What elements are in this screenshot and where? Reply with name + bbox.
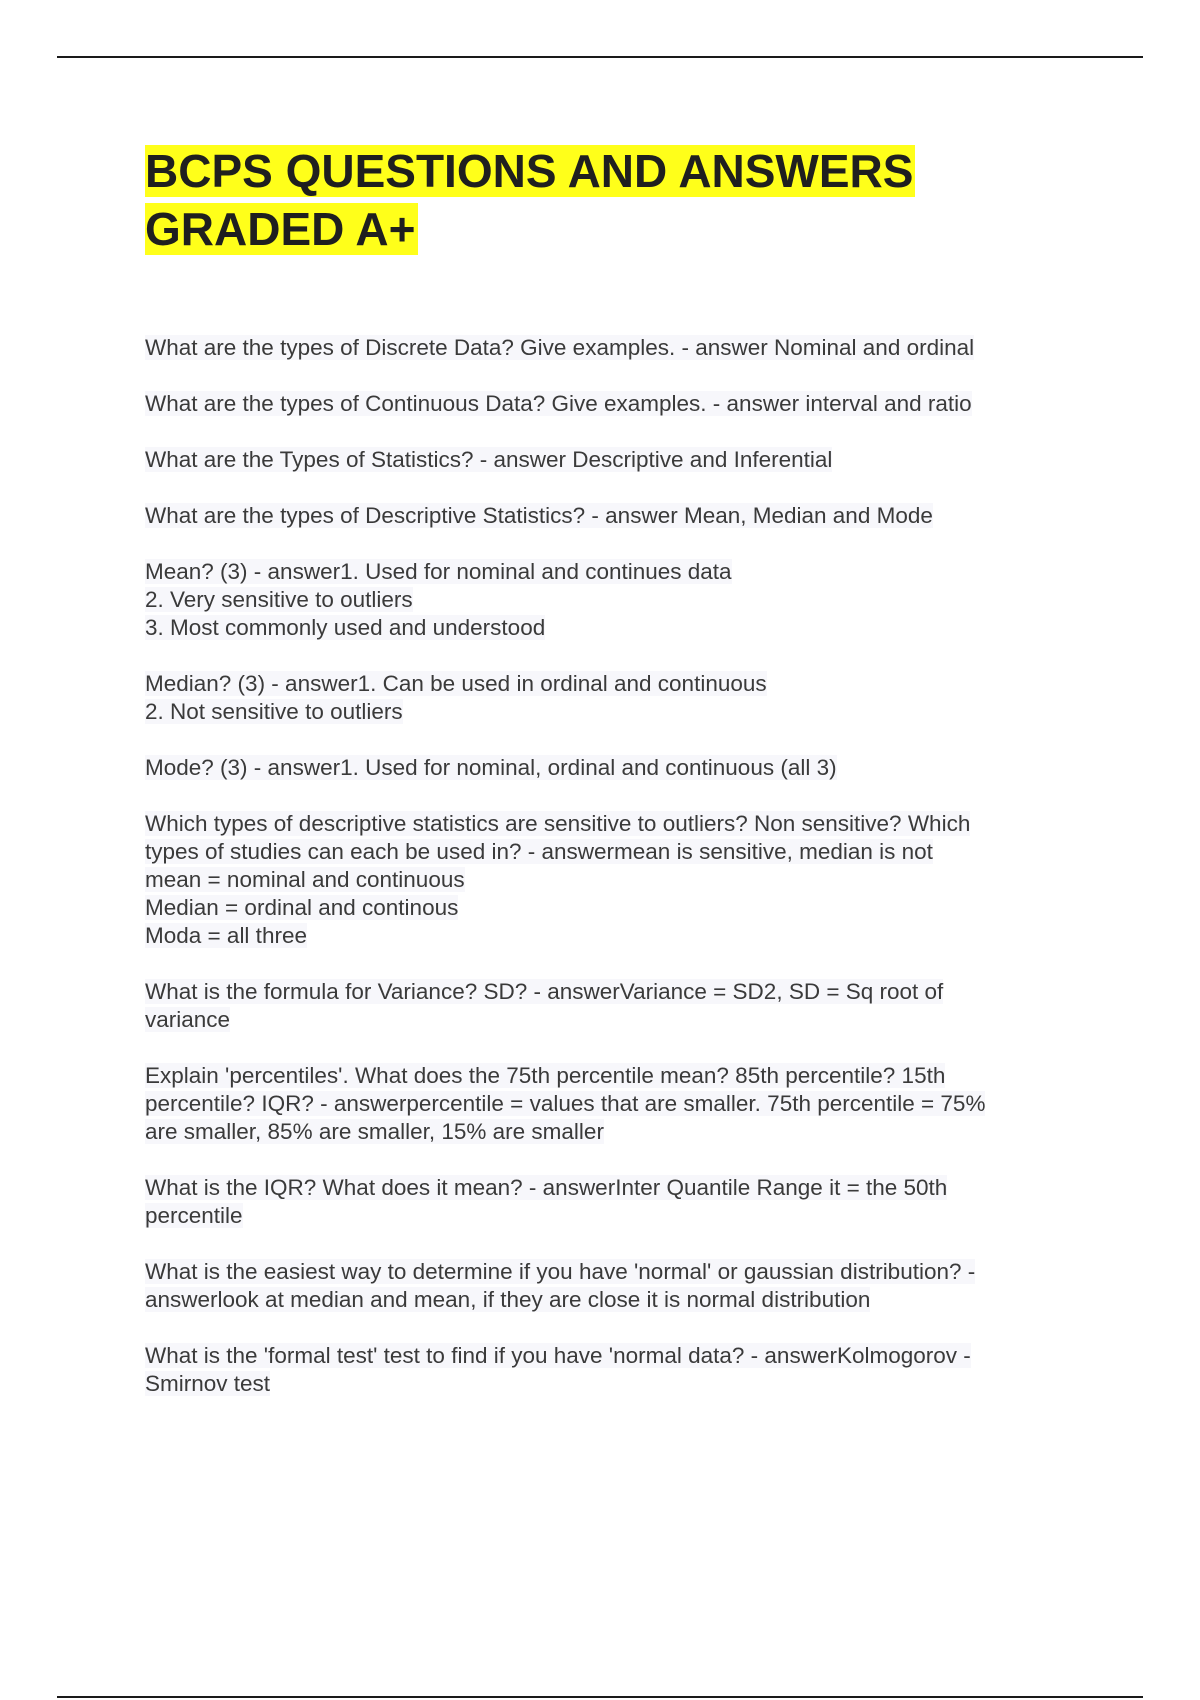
qa-line-text: mean = nominal and continuous [145, 867, 465, 892]
qa-line-text: What is the formula for Variance? SD? - answerVariance = SD2, SD = Sq root of [145, 979, 944, 1004]
top-rule [57, 56, 1143, 58]
qa-line-text: 2. Very sensitive to outliers [145, 587, 413, 612]
qa-line [145, 334, 1065, 362]
qa-line-text: Which types of descriptive statistics are sensitive to outliers? Non sensitive? Which [145, 811, 971, 836]
qa-line-text: Moda = all three [145, 923, 307, 948]
qa-line-text: What is the easiest way to determine if you have 'normal' or gaussian distribution? - [145, 1259, 976, 1284]
qa-line-text: 3. Most commonly used and understood [145, 615, 546, 640]
qa-line-text: percentile [145, 1203, 243, 1228]
qa-line-text: variance [145, 1007, 231, 1032]
qa-line [145, 614, 1065, 642]
qa-line [145, 1370, 1065, 1398]
qa-item [145, 978, 1065, 1034]
qa-line-text: are smaller, 85% are smaller, 15% are smaller [145, 1119, 604, 1144]
qa-line-text: percentile? IQR? - answerpercentile = values that are smaller. 75th percentile = 75% [145, 1091, 986, 1116]
qa-line-text: Mean? (3) - answer1. Used for nominal and continues data [145, 559, 732, 584]
qa-line [145, 838, 1065, 866]
qa-line [145, 810, 1065, 838]
qa-line-text: answerlook at median and mean, if they are close it is normal distribution [145, 1287, 871, 1312]
qa-line [145, 1062, 1065, 1090]
qa-line-text: What is the 'formal test' test to find if you have 'normal data? - answerKolmogorov - [145, 1343, 971, 1368]
qa-line [145, 586, 1065, 614]
qa-line-text: What are the types of Descriptive Statistics? - answer Mean, Median and Mode [145, 503, 933, 528]
qa-line-text: 2. Not sensitive to outliers [145, 699, 403, 724]
qa-line-text: Smirnov test [145, 1371, 271, 1396]
qa-line [145, 1090, 1065, 1118]
qa-line [145, 978, 1065, 1006]
qa-line [145, 866, 1065, 894]
qa-line-text: Median? (3) - answer1. Can be used in ordinal and continuous [145, 671, 767, 696]
qa-line [145, 1286, 1065, 1314]
qa-line-text: Median = ordinal and continous [145, 895, 459, 920]
qa-line [145, 502, 1065, 530]
qa-line-text: Mode? (3) - answer1. Used for nominal, ordinal and continuous (all 3) [145, 755, 837, 780]
qa-line-text: What is the IQR? What does it mean? - answerInter Quantile Range it = the 50th [145, 1175, 948, 1200]
qa-line-text: What are the types of Discrete Data? Give examples. - answer Nominal and ordinal [145, 335, 975, 360]
qa-line [145, 754, 1065, 782]
qa-item [145, 558, 1065, 642]
qa-line [145, 1258, 1065, 1286]
document-title [145, 142, 1065, 258]
qa-line [145, 1174, 1065, 1202]
qa-item [145, 670, 1065, 726]
qa-line [145, 670, 1065, 698]
qa-item [145, 1258, 1065, 1314]
qa-line [145, 922, 1065, 950]
document-body [145, 142, 1065, 1426]
bottom-rule [57, 1696, 1143, 1698]
qa-line [145, 1118, 1065, 1146]
qa-line-text: types of studies can each be used in? - answermean is sensitive, median is not [145, 839, 933, 864]
qa-item [145, 502, 1065, 530]
qa-item [145, 754, 1065, 782]
title-line: BCPS QUESTIONS AND ANSWERS [145, 145, 914, 197]
qa-item [145, 334, 1065, 362]
qa-line [145, 558, 1065, 586]
qa-line-text: What are the Types of Statistics? - answer Descriptive and Inferential [145, 447, 833, 472]
qa-item [145, 390, 1065, 418]
qa-line-text: What are the types of Continuous Data? Give examples. - answer interval and ratio [145, 391, 972, 416]
qa-line [145, 1006, 1065, 1034]
qa-item [145, 1062, 1065, 1146]
qa-line-text: Explain 'percentiles'. What does the 75th percentile mean? 85th percentile? 15th [145, 1063, 946, 1088]
qa-line [145, 390, 1065, 418]
title-line: GRADED A+ [145, 203, 416, 255]
qa-line [145, 1202, 1065, 1230]
qa-list [145, 334, 1065, 1398]
qa-line [145, 698, 1065, 726]
qa-item [145, 1174, 1065, 1230]
qa-item [145, 446, 1065, 474]
qa-item [145, 1342, 1065, 1398]
qa-item [145, 810, 1065, 950]
qa-line [145, 894, 1065, 922]
qa-line [145, 446, 1065, 474]
qa-line [145, 1342, 1065, 1370]
